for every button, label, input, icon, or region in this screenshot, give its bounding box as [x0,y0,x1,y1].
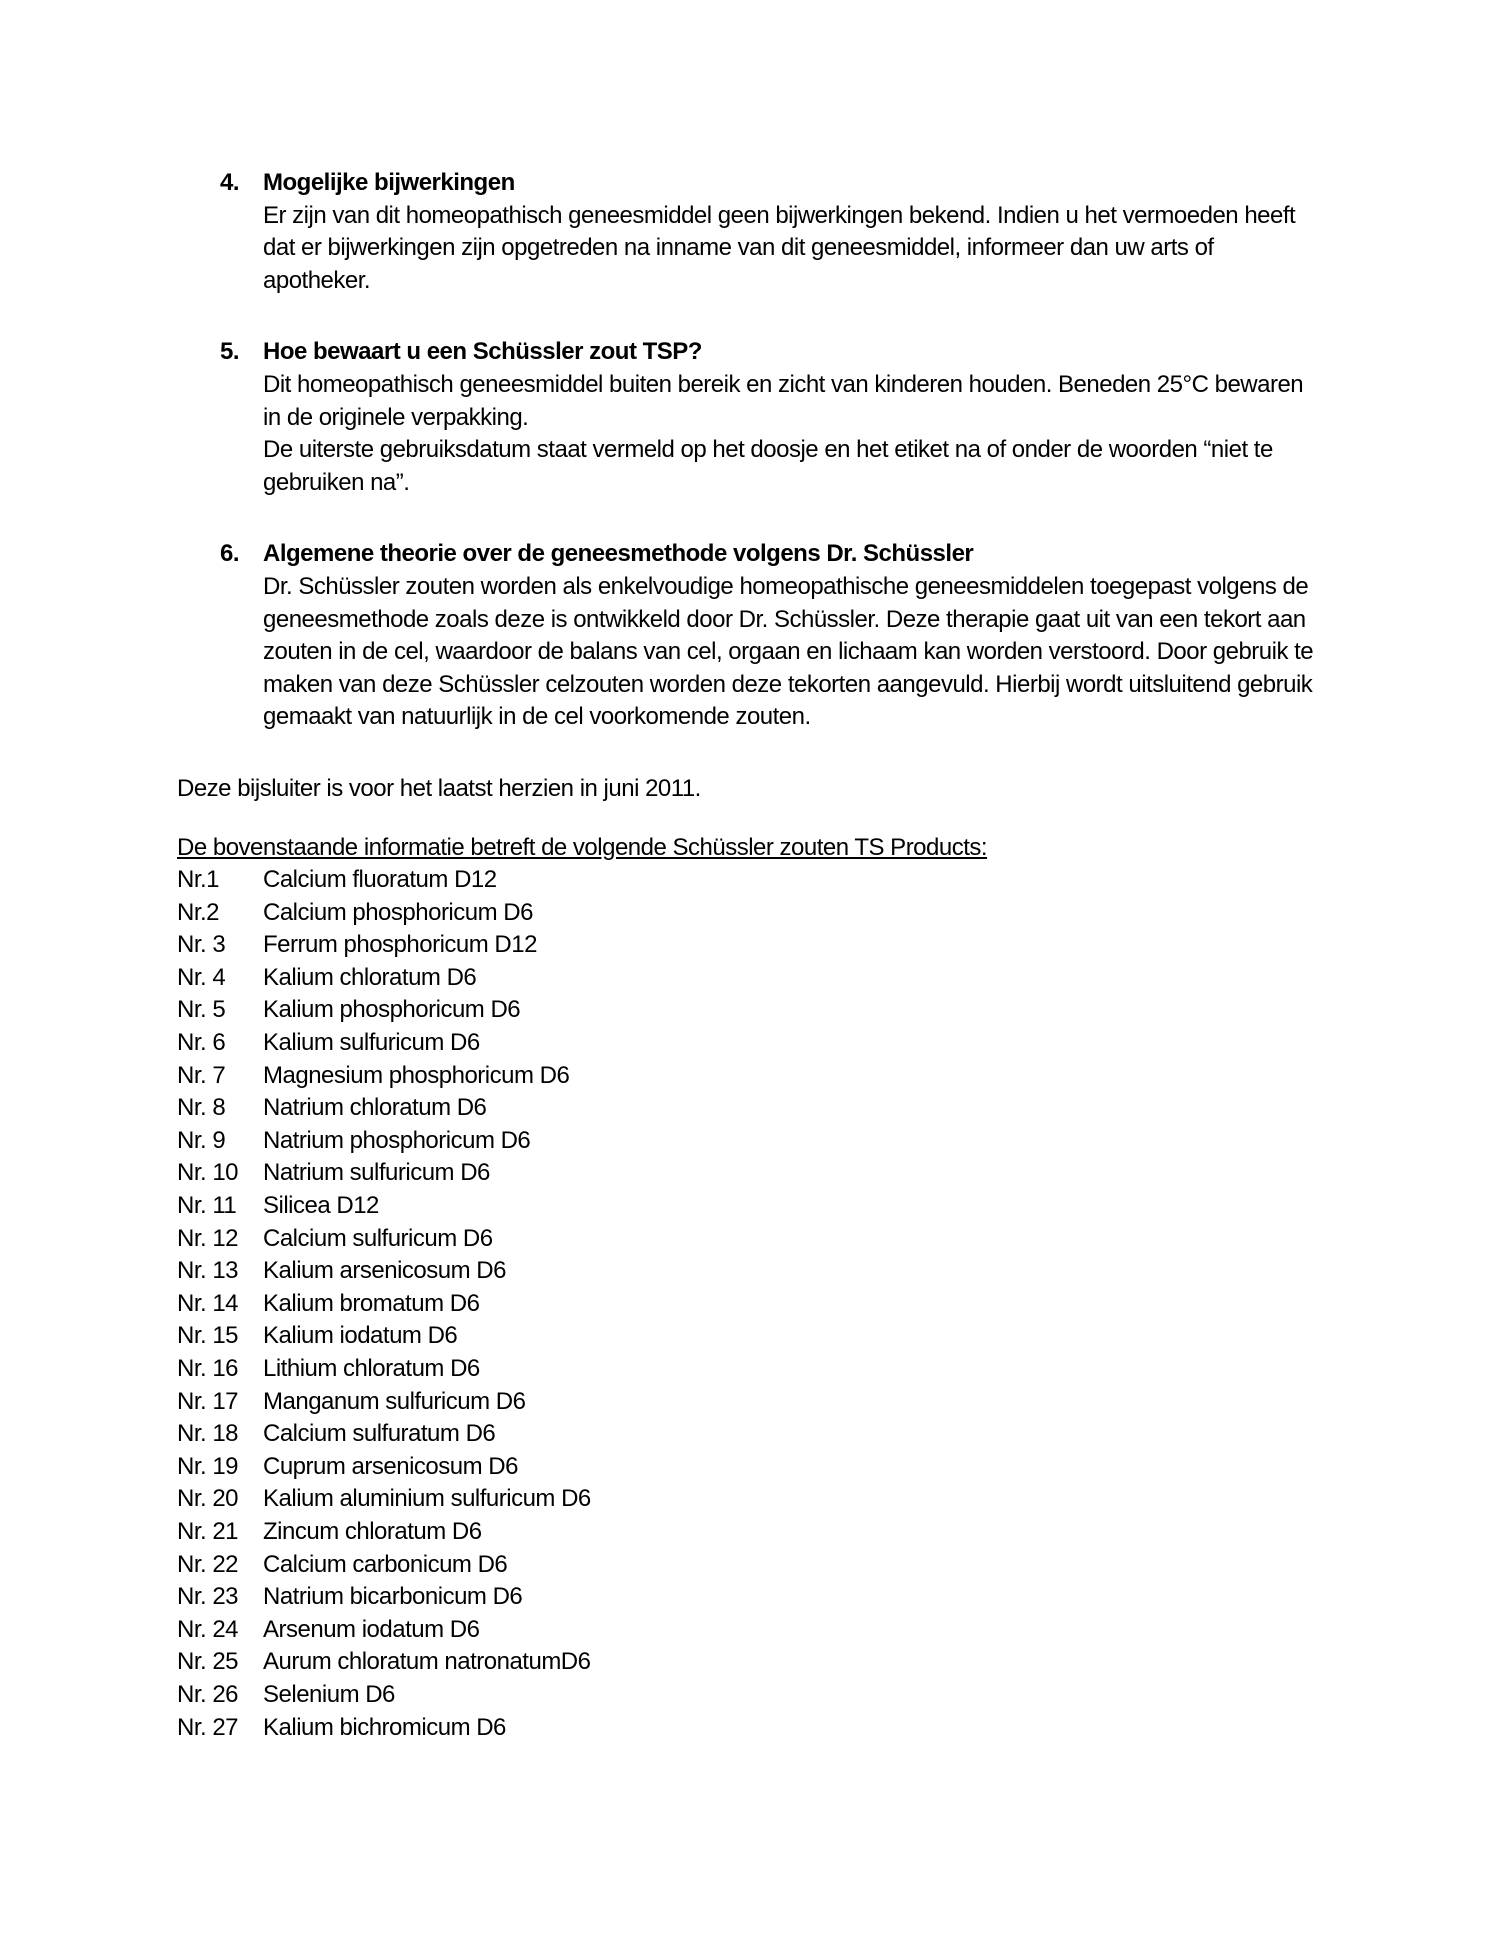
product-number: Nr. 19 [177,1452,239,1480]
product-row [177,1092,1317,1125]
leaflet-section [220,538,1317,734]
product-row [177,1483,1317,1516]
product-number: Nr. 25 [177,1648,239,1676]
product-number: Nr. 17 [177,1387,239,1415]
section-text [263,167,1317,297]
product-number: Nr. 3 [177,931,226,959]
product-row [177,962,1317,995]
product-row [177,1190,1317,1223]
section-paragraph: Dr. Schüssler zouten worden als enkelvoudige homeopathische geneesmiddelen toegepast volgens de geneesmethode zoals deze is ontwikkeld door Dr. Schüssler. Deze therapie gaat uit van een tekort aan zouten in de cel, waardoor de balans van cel, orgaan en lichaam kan worden verstoord. Door gebruik te maken van deze Schüssler celzouten worden deze tekorten aangevuld. Hierbij wordt uitsluitend gebruik gemaakt van natuurlijk in de cel voorkomende zouten. [263,572,1314,731]
product-row [177,1614,1317,1647]
product-name: Calcium carbonicum D6 [263,1550,508,1578]
product-list-heading: De bovenstaande informatie betreft de volgende Schüssler zouten TS Products: [177,833,988,861]
section-paragraph: Er zijn van dit homeopathisch geneesmiddel geen bijwerkingen bekend. Indien u het vermoeden heeft dat er bijwerkingen zijn opgetreden na inname van dit geneesmiddel, informeer dan uw arts of apotheker. [263,201,1296,294]
product-row [177,1353,1317,1386]
product-row [177,1549,1317,1582]
product-number: Nr. 22 [177,1550,239,1578]
product-row [177,1516,1317,1549]
product-name: Kalium bromatum D6 [263,1289,480,1317]
product-number: Nr. 27 [177,1713,239,1741]
section-number: 4. [220,169,240,196]
product-name: Calcium fluoratum D12 [263,866,497,894]
product-number: Nr. 8 [177,1094,226,1122]
product-name: Kalium iodatum D6 [263,1322,458,1350]
product-name: Calcium sulfuratum D6 [263,1420,496,1448]
section-number: 5. [220,338,240,366]
product-row [177,1255,1317,1288]
product-name: Magnesium phosphoricum D6 [263,1061,570,1089]
product-number: Nr. 11 [177,1192,237,1220]
product-number: Nr. 6 [177,1029,226,1057]
product-name: Kalium chloratum D6 [263,963,477,991]
product-number: Nr.1 [177,866,220,894]
product-number: Nr. 9 [177,1126,226,1154]
product-name: Lithium chloratum D6 [263,1355,480,1382]
product-row [177,1027,1317,1060]
product-number: Nr. 21 [177,1517,239,1545]
product-row [177,1288,1317,1321]
product-name: Kalium phosphoricum D6 [263,996,521,1024]
section-number: 6. [220,540,240,568]
product-row [177,1712,1317,1745]
product-row [177,1386,1317,1419]
product-row [177,1125,1317,1158]
section-paragraph: De uiterste gebruiksdatum staat vermeld op het doosje en het etiket na of onder de woorden “niet te gebruiken na”. [263,436,1273,496]
product-row [177,1157,1317,1190]
revision-note: Deze bijsluiter is voor het laatst herzien in juni 2011. [177,774,701,802]
product-row [177,1223,1317,1256]
product-number: Nr. 7 [177,1061,226,1089]
product-name: Kalium aluminium sulfuricum D6 [263,1485,591,1513]
product-row [177,1679,1317,1712]
product-number: Nr. 10 [177,1159,239,1187]
product-name: Kalium sulfuricum D6 [263,1029,480,1057]
product-row [177,1646,1317,1679]
section-title: Mogelijke bijwerkingen [263,169,515,196]
product-row [177,1320,1317,1353]
product-name: Kalium arsenicosum D6 [263,1257,506,1285]
product-number: Nr. 26 [177,1680,239,1708]
product-name: Calcium phosphoricum D6 [263,898,533,926]
product-number: Nr. 12 [177,1224,239,1252]
product-name: Natrium chloratum D6 [263,1094,487,1122]
product-row [177,1581,1317,1614]
product-name: Cuprum arsenicosum D6 [263,1452,518,1480]
leaflet-section [220,336,1317,499]
product-name: Natrium bicarbonicum D6 [263,1583,523,1611]
section-paragraph: Dit homeopathisch geneesmiddel buiten bereik en zicht van kinderen houden. Beneden 25°C bewaren in de originele verpakking. [263,370,1304,431]
product-number: Nr. 14 [177,1289,239,1317]
product-row [177,994,1317,1027]
product-number: Nr. 23 [177,1583,239,1611]
product-row [177,897,1317,930]
leaflet-content [177,167,1317,1744]
section-title: Hoe bewaart u een Schüssler zout TSP? [263,338,702,366]
section-text [263,538,1317,734]
product-list [177,864,1317,1744]
product-name: Arsenum iodatum D6 [263,1615,480,1643]
section-body [263,571,1317,734]
product-name: Silicea D12 [263,1192,379,1220]
product-name: Natrium phosphoricum D6 [263,1126,531,1154]
section-title: Algemene theorie over de geneesmethode volgens Dr. Schüssler [263,540,974,568]
product-number: Nr. 15 [177,1322,239,1350]
product-number: Nr. 16 [177,1355,239,1382]
product-number: Nr. 20 [177,1485,239,1513]
product-number: Nr. 5 [177,996,226,1024]
product-row [177,1418,1317,1451]
product-name: Zincum chloratum D6 [263,1517,482,1545]
product-name: Aurum chloratum natronatumD6 [263,1648,591,1676]
product-row [177,864,1317,897]
product-name: Manganum sulfuricum D6 [263,1387,526,1415]
product-name: Kalium bichromicum D6 [263,1713,506,1741]
product-number: Nr. 24 [177,1615,239,1643]
section-body [263,369,1317,499]
product-number: Nr.2 [177,898,220,926]
product-row [177,929,1317,962]
section-body [263,200,1317,298]
product-number: Nr. 18 [177,1420,239,1448]
product-name: Ferrum phosphoricum D12 [263,931,537,959]
product-name: Calcium sulfuricum D6 [263,1224,493,1252]
section-text [263,336,1317,499]
product-row [177,1060,1317,1093]
numbered-sections [177,167,1317,734]
product-name: Selenium D6 [263,1680,395,1708]
product-number: Nr. 4 [177,963,226,991]
product-number: Nr. 13 [177,1257,239,1285]
product-name: Natrium sulfuricum D6 [263,1159,490,1187]
leaflet-section [220,167,1317,297]
product-row [177,1451,1317,1484]
